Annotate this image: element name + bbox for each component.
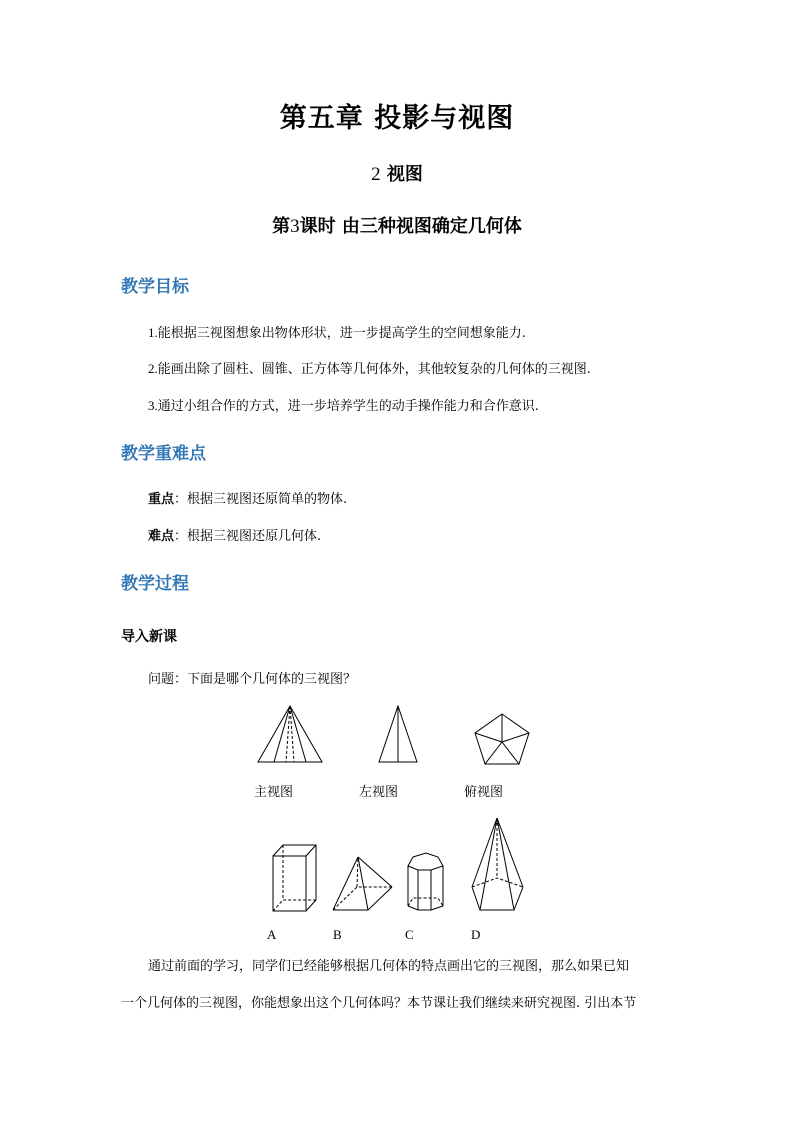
objectives-heading: 教学目标 bbox=[121, 277, 189, 297]
key-point-text: ：根据三视图还原简单的物体. bbox=[174, 492, 348, 507]
keypoints-heading: 教学重难点 bbox=[121, 444, 206, 464]
top-view-label: 俯视图 bbox=[464, 785, 504, 800]
lesson-suffix: 课时 由三种视图确定几何体 bbox=[299, 216, 522, 237]
objective-item-1 bbox=[148, 322, 526, 341]
option-b-label: B bbox=[333, 927, 342, 942]
chapter-title: 第五章 投影与视图 bbox=[279, 103, 515, 134]
lesson-title bbox=[0, 212, 794, 238]
objective-text: 能根据三视图想象出物体形状，进一步提高学生的空间想象能力. bbox=[157, 326, 526, 341]
option-d-label: D bbox=[471, 927, 481, 942]
lesson-prefix: 第 bbox=[272, 216, 291, 237]
section-number: 2 bbox=[371, 164, 381, 185]
paragraph-line-2: 一个几何体的三视图，你能想象出这个几何体吗？本节课让我们继续来研究视图. 引出本节 bbox=[121, 996, 637, 1011]
top-view-pentagon bbox=[475, 714, 529, 764]
side-view-label: 左视图 bbox=[359, 785, 399, 800]
key-point bbox=[148, 488, 347, 507]
question-text: 问题：下面是哪个几何体的三视图？ bbox=[148, 672, 357, 687]
lesson-number: 3 bbox=[290, 216, 300, 237]
difficult-point-label: 难点 bbox=[148, 529, 175, 544]
option-d-pent-pyramid bbox=[472, 818, 523, 910]
process-heading: 教学过程 bbox=[121, 574, 189, 594]
objective-item-3 bbox=[148, 395, 539, 414]
intro-heading: 导入新课 bbox=[121, 629, 177, 645]
front-view-triangle bbox=[258, 706, 322, 762]
side-view-triangle bbox=[379, 706, 417, 762]
difficult-point bbox=[148, 525, 321, 544]
option-c-hex-prism bbox=[408, 853, 443, 910]
objective-number: 3. bbox=[148, 398, 158, 413]
option-c-label: C bbox=[405, 927, 414, 942]
option-a-prism bbox=[273, 845, 316, 911]
section-title bbox=[0, 160, 794, 186]
key-point-label: 重点 bbox=[148, 492, 175, 507]
objective-item-2 bbox=[148, 358, 591, 377]
difficult-point-text: ：根据三视图还原几何体. bbox=[174, 529, 322, 544]
objective-text: 通过小组合作的方式，进一步培养学生的动手操作能力和合作意识. bbox=[157, 399, 539, 414]
option-a-label: A bbox=[267, 927, 277, 942]
objective-number: 1. bbox=[148, 325, 158, 340]
objective-text: 能画出除了圆柱、圆锥、正方体等几何体外，其他较复杂的几何体的三视图. bbox=[157, 362, 591, 377]
paragraph-line-1: 通过前面的学习，同学们已经能够根据几何体的特点画出它的三视图，那么如果已知 bbox=[148, 959, 630, 974]
section-text: 视图 bbox=[386, 164, 423, 185]
front-view-label: 主视图 bbox=[254, 785, 294, 800]
objective-number: 2. bbox=[148, 361, 158, 376]
option-b-pyramid bbox=[333, 857, 392, 910]
